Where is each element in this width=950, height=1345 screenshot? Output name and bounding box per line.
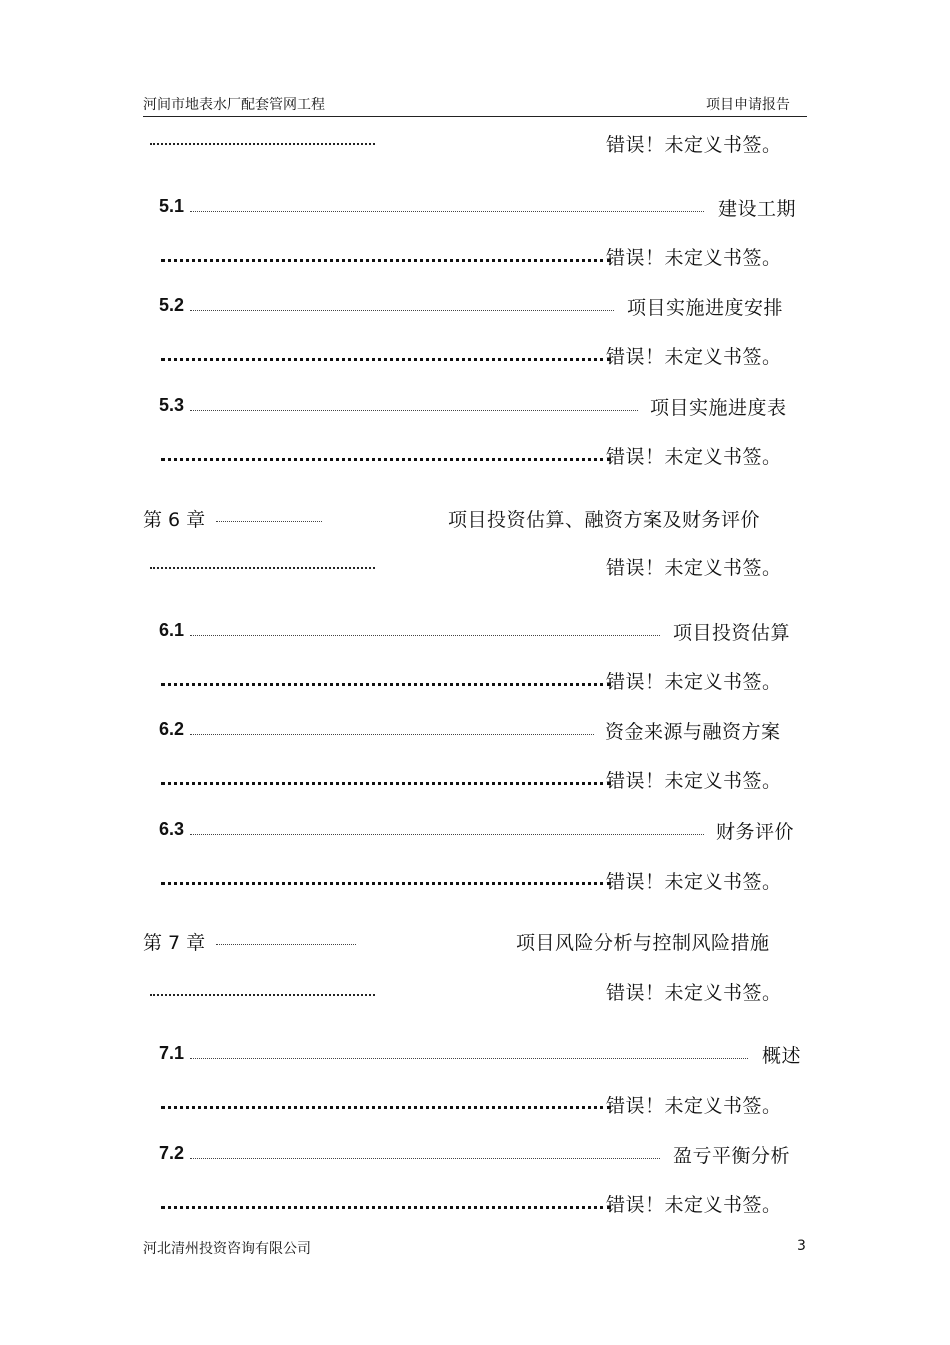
toc-error-text: 错误！未定义书签。 (606, 557, 782, 579)
toc-section-title[interactable]: 资金来源与融资方案 (605, 721, 781, 743)
toc-section-title[interactable]: 建设工期 (718, 198, 797, 220)
toc-section-number[interactable]: 5.1 (159, 196, 185, 216)
toc-leader (161, 1106, 611, 1109)
toc-section-number[interactable]: 6.3 (159, 819, 185, 839)
header-divider (143, 116, 807, 117)
toc-leader (216, 944, 356, 945)
toc-leader (190, 1058, 748, 1059)
toc-leader (161, 882, 611, 885)
toc-chapter-label[interactable]: 第 7 章 (143, 932, 206, 954)
toc-leader (190, 635, 660, 636)
toc-leader (190, 1158, 660, 1159)
toc-section-number[interactable]: 5.2 (159, 295, 185, 315)
toc-leader-continuation (150, 143, 375, 145)
toc-leader (150, 994, 375, 996)
toc-error-text: 错误！未定义书签。 (606, 982, 782, 1004)
toc-section-title[interactable]: 项目实施进度安排 (627, 297, 784, 319)
toc-leader (161, 1206, 611, 1209)
toc-error-text: 错误！未定义书签。 (606, 770, 782, 792)
toc-section-title[interactable]: 项目实施进度表 (650, 397, 787, 419)
toc-leader (216, 521, 322, 522)
toc-leader (190, 734, 594, 735)
toc-error-text: 错误！未定义书签。 (606, 671, 782, 693)
footer-company: 河北清州投资咨询有限公司 (143, 1241, 311, 1257)
toc-chapter-title[interactable]: 项目投资估算、融资方案及财务评价 (448, 509, 761, 531)
toc-leader (161, 683, 611, 686)
toc-error-text: 错误！未定义书签。 (606, 134, 782, 156)
toc-error-text: 错误！未定义书签。 (606, 1194, 782, 1216)
toc-section-number[interactable]: 6.1 (159, 620, 185, 640)
toc-error-text: 错误！未定义书签。 (606, 871, 782, 893)
toc-leader (161, 458, 611, 461)
toc-section-number[interactable]: 7.1 (159, 1043, 185, 1063)
toc-leader (190, 834, 704, 835)
toc-error-text: 错误！未定义书签。 (606, 446, 782, 468)
toc-section-number[interactable]: 6.2 (159, 719, 185, 739)
header-report-type: 项目申请报告 (706, 97, 790, 113)
toc-section-title[interactable]: 项目投资估算 (673, 622, 791, 644)
header-project-title: 河间市地表水厂配套管网工程 (143, 97, 325, 113)
toc-section-title[interactable]: 财务评价 (716, 821, 795, 843)
toc-leader (161, 259, 611, 262)
toc-chapter-label[interactable]: 第 6 章 (143, 509, 206, 531)
toc-leader (190, 211, 704, 212)
toc-leader (190, 310, 614, 311)
toc-leader (150, 567, 375, 569)
toc-section-title[interactable]: 盈亏平衡分析 (673, 1145, 791, 1167)
toc-error-text: 错误！未定义书签。 (606, 1095, 782, 1117)
toc-section-title[interactable]: 概述 (762, 1045, 802, 1067)
toc-leader (161, 358, 611, 361)
toc-chapter-title[interactable]: 项目风险分析与控制风险措施 (516, 932, 770, 954)
toc-section-number[interactable]: 5.3 (159, 395, 185, 415)
toc-error-text: 错误！未定义书签。 (606, 346, 782, 368)
toc-leader (161, 782, 611, 785)
toc-error-text: 错误！未定义书签。 (606, 247, 782, 269)
toc-leader (190, 410, 638, 411)
page-number: 3 (797, 1238, 806, 1254)
toc-section-number[interactable]: 7.2 (159, 1143, 185, 1163)
